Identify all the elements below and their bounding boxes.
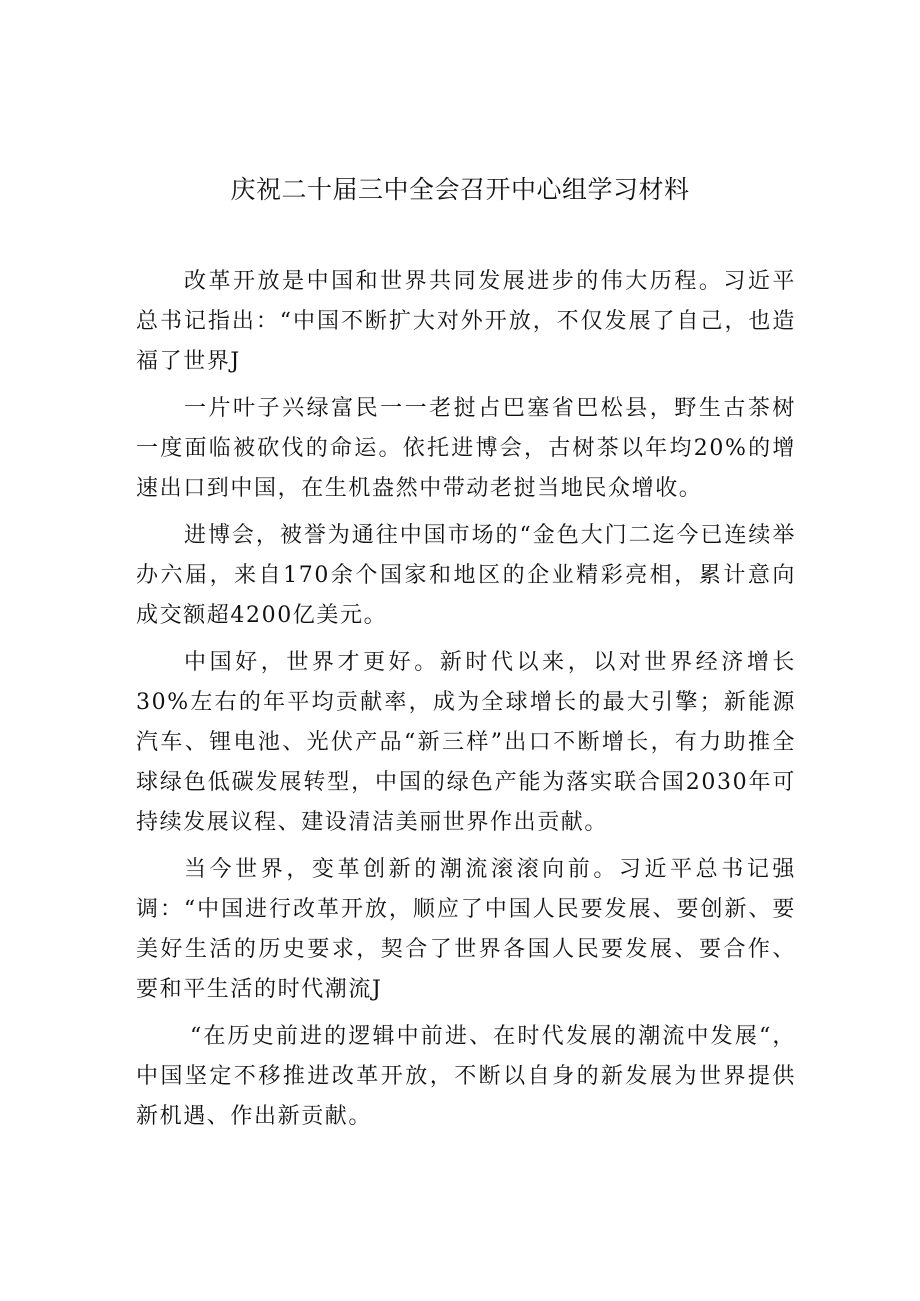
document-body [136, 262, 796, 1144]
paragraph-2: 一片叶子兴绿富民一一老挝占巴塞省巴松县，野生古茶树一度面临被砍伐的命运。依托进博会，古树茶以年均20%的增速出口到中国，在生机盎然中带动老挝当地民众增收。 [136, 396, 796, 501]
paragraph-5: 当今世界，变革创新的潮流滚滚向前。习近平总书记强调：“中国进行改革开放，顺应了中国人民要发展、要创新、要美好生活的历史要求，契合了世界各国人民要发展、要合作、要和平生活的时代潮流J [136, 857, 796, 1002]
document-title: 庆祝二十届三中全会召开中心组学习材料 [230, 175, 690, 204]
paragraph-6: “在历史前进的逻辑中前进、在时代发展的潮流中发展“，中国坚定不移推进改革开放，不断以自身的新发展为世界提供新机遇、作出新贡献。 [136, 1024, 796, 1129]
paragraph-3: 进博会，被誉为通往中国市场的“金色大门二迄今已连续举办六届，来自170余个国家和地区的企业精彩亮相，累计意向成交额超4200亿美元。 [136, 523, 796, 628]
paragraph-4: 中国好，世界才更好。新时代以来，以对世界经济增长30%左右的年平均贡献率，成为全球增长的最大引擎；新能源汽车、锂电池、光伏产品“新三样”出口不断增长，有力助推全球绿色低碳发展转型，中国的绿色产能为落实联合国2030年可持续发展议程、建设清洁美丽世界作出贡献。 [136, 650, 796, 835]
paragraph-1: 改革开放是中国和世界共同发展进步的伟大历程。习近平总书记指出：“中国不断扩大对外开放，不仅发展了自己，也造福了世界J [136, 269, 796, 374]
